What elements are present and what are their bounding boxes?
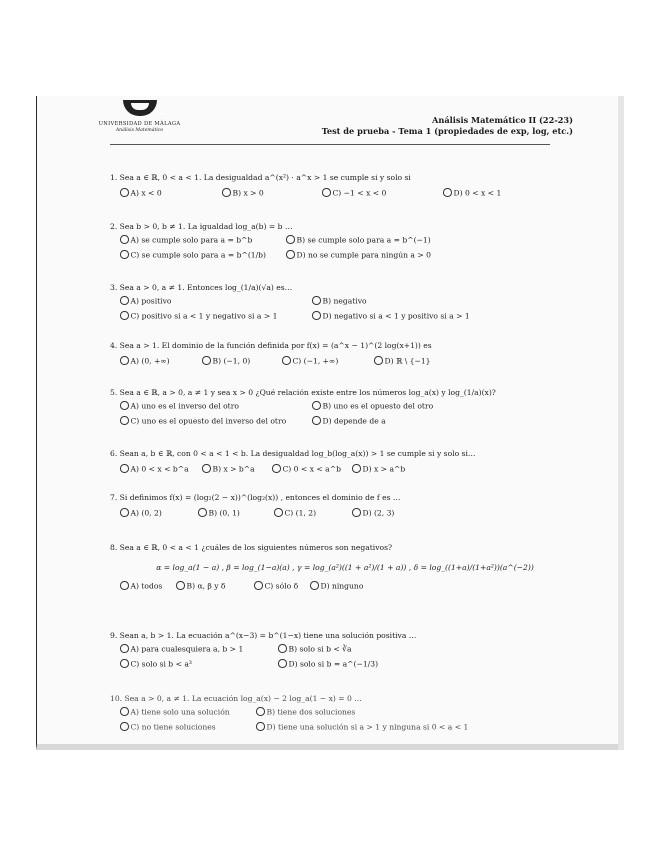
radio-icon[interactable] [286, 235, 295, 244]
radio-icon[interactable] [120, 464, 129, 473]
course-title: Análisis Matemático II (22-23) [432, 115, 573, 125]
radio-icon[interactable] [120, 188, 129, 197]
radio-icon[interactable] [120, 722, 129, 731]
radio-icon[interactable] [120, 707, 129, 716]
question-3 [110, 283, 580, 323]
option-a[interactable]: A) uno es el inverso del otro [120, 401, 239, 412]
option-a[interactable]: A) todos [120, 581, 162, 592]
question-stem: 9. Sean a, b > 1. La ecuación a^(x−3) = b^(1−x) tiene una solución positiva … [110, 631, 417, 640]
question-9 [110, 631, 580, 671]
radio-icon[interactable] [120, 356, 129, 365]
option-a[interactable]: A) para cualesquiera a, b > 1 [120, 644, 243, 655]
radio-icon[interactable] [120, 644, 129, 653]
question-stem: 1. Sea a ∈ ℝ, 0 < a < 1. La desigualdad a^(x²) · a^x > 1 se cumple si y solo si [110, 173, 411, 182]
option-a[interactable]: A) (0, 2) [120, 508, 162, 519]
question-stem: 8. Sea a ∈ ℝ, 0 < a < 1 ¿cuáles de los siguientes números son negativos? [110, 543, 393, 552]
radio-icon[interactable] [256, 707, 265, 716]
option-d[interactable]: D) no se cumple para ningún a > 0 [286, 250, 431, 261]
radio-icon[interactable] [120, 296, 129, 305]
university-logo-block [82, 100, 197, 133]
option-d[interactable]: D) (2, 3) [352, 508, 394, 519]
radio-icon[interactable] [286, 250, 295, 259]
option-c[interactable]: C) −1 < x < 0 [322, 188, 386, 199]
exam-header [322, 115, 573, 137]
radio-icon[interactable] [176, 581, 185, 590]
option-d[interactable]: D) negativo si a < 1 y positivo si a > 1 [312, 311, 470, 322]
option-a[interactable]: A) positivo [120, 296, 171, 307]
radio-icon[interactable] [278, 659, 287, 668]
radio-icon[interactable] [120, 508, 129, 517]
radio-icon[interactable] [352, 508, 361, 517]
radio-icon[interactable] [120, 250, 129, 259]
radio-icon[interactable] [274, 508, 283, 517]
radio-icon[interactable] [254, 581, 263, 590]
radio-icon[interactable] [120, 659, 129, 668]
question-2 [110, 222, 580, 262]
question-7 [110, 493, 580, 519]
radio-icon[interactable] [120, 311, 129, 320]
question-stem: 5. Sea a ∈ ℝ, a > 0, a ≠ 1 y sea x > 0 ¿Qué relación existe entre los números log_a(x) y log_(1/a)(x)? [110, 388, 496, 397]
option-b[interactable]: B) se cumple solo para a = b^(−1) [286, 235, 431, 246]
question-stem: 10. Sea a > 0, a ≠ 1. La ecuación log_a(x) − 2 log_a(1 − x) = 0 … [110, 694, 362, 703]
option-b[interactable]: B) (−1, 0) [202, 356, 250, 367]
option-b[interactable]: B) negativo [312, 296, 367, 307]
radio-icon[interactable] [312, 296, 321, 305]
university-seal-icon [123, 100, 157, 116]
option-b[interactable]: B) x > b^a [202, 464, 255, 475]
option-b[interactable]: B) α, β y δ [176, 581, 226, 592]
radio-icon[interactable] [312, 311, 321, 320]
option-a[interactable]: A) 0 < x < b^a [120, 464, 189, 475]
radio-icon[interactable] [272, 464, 281, 473]
option-a[interactable]: A) tiene solo una solución [120, 707, 230, 718]
radio-icon[interactable] [256, 722, 265, 731]
university-name: UNIVERSIDAD DE MÁLAGA [98, 121, 181, 127]
question-6 [110, 449, 580, 475]
radio-icon[interactable] [120, 235, 129, 244]
option-c[interactable]: C) 0 < x < a^b [272, 464, 341, 475]
page-edge-shadow [618, 96, 624, 750]
option-a[interactable]: A) x < 0 [120, 188, 162, 199]
option-d[interactable]: D) ninguno [310, 581, 363, 592]
header-divider [110, 144, 550, 145]
radio-icon[interactable] [120, 416, 129, 425]
radio-icon[interactable] [310, 581, 319, 590]
radio-icon[interactable] [120, 581, 129, 590]
option-d[interactable]: D) depende de a [312, 416, 386, 427]
question-stem: 7. Si definimos f(x) = (log₂(2 − x))^(log₂(x)) , entonces el dominio de f es … [110, 493, 401, 502]
radio-icon[interactable] [120, 401, 129, 410]
radio-icon[interactable] [322, 188, 331, 197]
radio-icon[interactable] [352, 464, 361, 473]
radio-icon[interactable] [312, 401, 321, 410]
option-d[interactable]: D) x > a^b [352, 464, 405, 475]
option-c[interactable]: C) (1, 2) [274, 508, 316, 519]
question-4 [110, 341, 580, 367]
option-a[interactable]: A) se cumple solo para a = b^b [120, 235, 252, 246]
test-title: Test de prueba - Tema 1 (propiedades de exp, log, etc.) [321, 126, 573, 136]
option-b[interactable]: B) (0, 1) [198, 508, 240, 519]
radio-icon[interactable] [198, 508, 207, 517]
option-b[interactable]: B) x > 0 [222, 188, 264, 199]
option-c[interactable]: C) no tiene soluciones [120, 722, 216, 733]
option-a[interactable]: A) (0, +∞) [120, 356, 170, 367]
question-stem: 4. Sea a > 1. El dominio de la función definida por f(x) = (a^x − 1)^(2 log(x+1)) es [110, 341, 432, 350]
radio-icon[interactable] [282, 356, 291, 365]
option-c[interactable]: C) sólo δ [254, 581, 298, 592]
option-b[interactable]: B) tiene dos soluciones [256, 707, 355, 718]
radio-icon[interactable] [222, 188, 231, 197]
question-1 [110, 173, 580, 199]
option-c[interactable]: C) se cumple solo para a = b^(1/b) [120, 250, 266, 261]
question-stem: 3. Sea a > 0, a ≠ 1. Entonces log_(1/a)(√a) es… [110, 283, 293, 292]
question-5 [110, 388, 580, 428]
question-8 [110, 543, 580, 592]
question-stem: 2. Sea b > 0, b ≠ 1. La igualdad log_a(b) = b … [110, 222, 293, 231]
option-c[interactable]: C) solo si b < a³ [120, 659, 192, 670]
option-b[interactable]: B) solo si b < ∛a [278, 644, 352, 655]
option-d[interactable]: D) tiene una solución si a > 1 y ninguna si 0 < a < 1 [256, 722, 468, 733]
option-d[interactable]: D) ℝ \ {−1} [374, 356, 431, 367]
question-formula: α = log_a(1 − a) , β = log_(1−a)(a) , γ = log_(a²)((1 + a²)/(1 + a)) , δ = log_((1+a)/(1+a²))(a^(−2)) [156, 563, 534, 572]
question-10 [110, 694, 580, 734]
radio-icon[interactable] [202, 464, 211, 473]
radio-icon[interactable] [202, 356, 211, 365]
question-stem: 6. Sean a, b ∈ ℝ, con 0 < a < 1 < b. La desigualdad log_b(log_a(x)) > 1 se cumple si y solo si… [110, 449, 476, 458]
department-name: Análisis Matemático [115, 128, 164, 133]
option-d[interactable]: D) solo si b = a^(−1/3) [278, 659, 378, 670]
option-c[interactable]: C) (−1, +∞) [282, 356, 338, 367]
radio-icon[interactable] [312, 416, 321, 425]
option-c[interactable]: C) uno es el opuesto del inverso del otro [120, 416, 286, 427]
option-d[interactable]: D) 0 < x < 1 [443, 188, 501, 199]
radio-icon[interactable] [374, 356, 383, 365]
option-c[interactable]: C) positivo si a < 1 y negativo si a > 1 [120, 311, 277, 322]
option-b[interactable]: B) uno es el opuesto del otro [312, 401, 433, 412]
radio-icon[interactable] [278, 644, 287, 653]
radio-icon[interactable] [443, 188, 452, 197]
